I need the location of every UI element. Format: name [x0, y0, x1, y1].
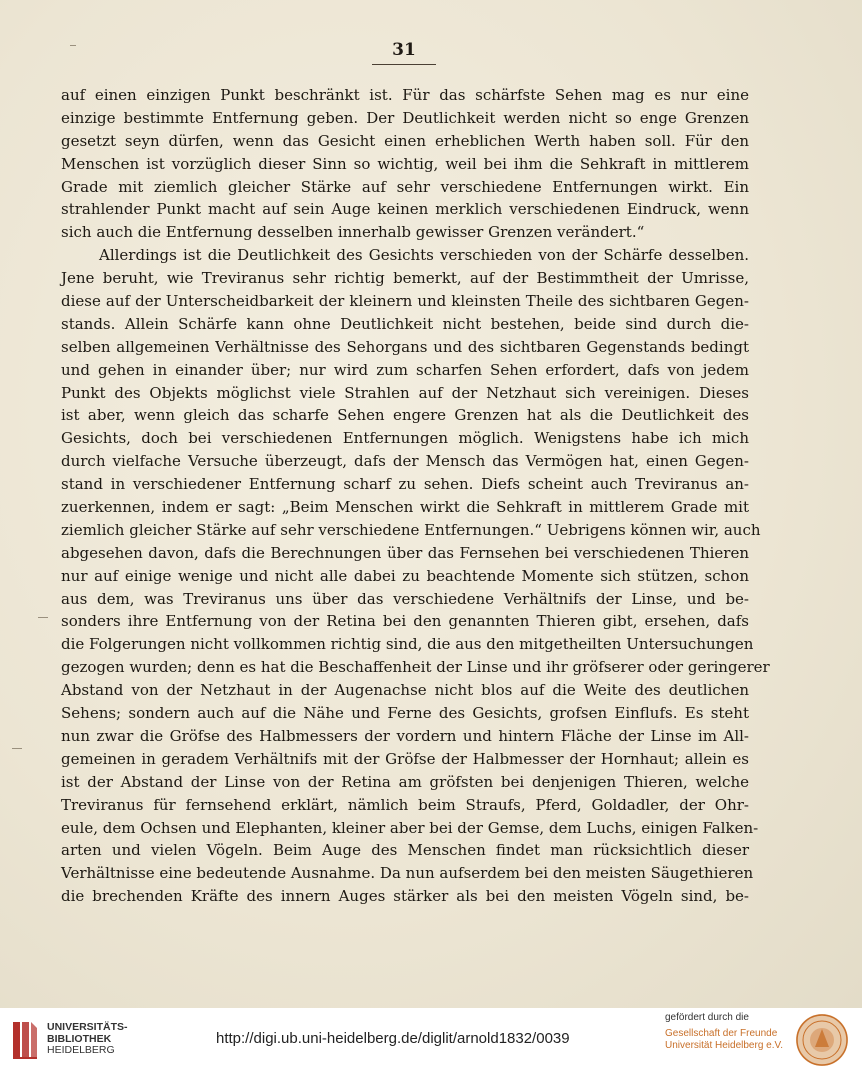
text-line: die Folgerungen nicht vollkommen richtig sind, die aus den mitgetheilten Untersuchungen [61, 635, 754, 654]
text-line: sich auch die Entfernung desselben innerhalb gewisser Grenzen verändert.“ [61, 223, 645, 242]
text-line: abgesehen davon, dafs die Berechnungen über das Fernsehen bei verschiedenen Thieren [61, 543, 749, 562]
text-line: aus dem, was Treviranus uns über das verschiedene Verhältnifs der Linse, und be- [61, 589, 749, 608]
text-line: nur auf einige wenige und nicht alle dabei zu beachtende Momente sich stützen, schon [61, 566, 749, 585]
margin-mark [70, 45, 76, 46]
footer-bar [0, 1008, 862, 1071]
text-line: einzige bestimmte Entfernung geben. Der Deutlichkeit werden nicht so enge Grenzen [61, 108, 749, 127]
text-line: Allerdings ist die Deutlichkeit des Gesichts verschieden von der Schärfe desselben. [99, 246, 749, 265]
text-line: Sehens; sondern auch auf die Nähe und Ferne des Gesichts, grofsen Einflufs. Es steht [61, 704, 749, 723]
text-line: und gehen in einander über; nur wird zum scharfen Sehen erfordert, dafs von jedem [61, 360, 749, 379]
text-line: ziemlich gleicher Stärke auf sehr verschiedene Entfernungen.“ Uebrigens können wir, auch [61, 520, 761, 539]
text-line: Abstand von der Netzhaut in der Augenachse nicht blos auf die Weite des deutlichen [61, 681, 749, 700]
text-line: gemeinen in geradem Verhältnifs mit der Gröfse der Halbmesser der Hornhaut; allein es [61, 749, 749, 768]
text-line: durch vielfache Versuche überzeugt, dafs der Mensch das Vermögen hat, einen Gegen- [61, 452, 749, 471]
text-line: strahlender Punkt macht auf sein Auge keinen merklich verschiedenen Eindruck, wenn [61, 200, 749, 219]
text-line: zuerkennen, indem er sagt: „Beim Menschen wirkt die Sehkraft in mittlerem Grade mit [61, 498, 749, 517]
library-name-line3: HEIDELBERG [47, 1044, 115, 1056]
text-line: gezogen wurden; denn es hat die Beschaffenheit der Linse und ihr gröfserer oder geringerer [61, 658, 770, 677]
text-line: gesetzt seyn dürfen, wenn das Gesicht einen erheblichen Werth haben soll. Für den [61, 131, 749, 150]
text-line: sonders ihre Entfernung von der Retina bei den genannten Thieren gibt, ersehen, dafs [61, 612, 749, 631]
permalink-url[interactable]: http://digi.ub.uni-heidelberg.de/diglit/arnold1832/0039 [216, 1030, 570, 1047]
text-line: Jene beruht, wie Treviranus sehr richtig bemerkt, auf der Bestimmtheit der Umrisse, [61, 269, 749, 288]
sponsor-text [665, 1012, 783, 1052]
sponsor-label: gefördert durch die [665, 1012, 749, 1023]
page-number: 31 [392, 40, 416, 60]
text-line: Verhältnisse eine bedeutende Ausnahme. Da nun aufserdem bei den meisten Säugethieren [61, 864, 754, 883]
library-name [47, 1022, 128, 1057]
text-line: ist aber, wenn gleich das scharfe Sehen engere Grenzen hat als die Deutlichkeit des [61, 406, 749, 425]
text-line: stand in verschiedener Entfernung scharf zu sehen. Diefs scheint auch Treviranus an- [61, 475, 749, 494]
text-line: Punkt des Objekts möglichst viele Strahlen auf der Netzhaut sich vereinigen. Dieses [61, 383, 749, 402]
sponsor-org-line1: Gesellschaft der Freunde [665, 1028, 778, 1039]
text-line: diese auf der Unterscheidbarkeit der kleinern und kleinsten Theile des sichtbaren Gegen- [61, 292, 749, 311]
text-line: selben allgemeinen Verhältnisse des Sehorgans und des sichtbaren Gegenstands bedingt [61, 337, 749, 356]
library-name-line2: BIBLIOTHEK [47, 1032, 112, 1045]
margin-mark [12, 748, 22, 749]
library-logo-icon [10, 1018, 40, 1062]
text-line: nun zwar die Gröfse des Halbmessers der vordern und hintern Fläche der Linse im All- [61, 726, 749, 745]
text-line: auf einen einzigen Punkt beschränkt ist. Für das schärfste Sehen mag es nur eine [61, 86, 749, 104]
text-line: stands. Allein Schärfe kann ohne Deutlichkeit nicht bestehen, beide sind durch die- [61, 314, 749, 333]
text-line: arten und vielen Vögeln. Beim Auge des Menschen findet man rücksichtlich dieser [61, 841, 749, 860]
text-line: Grade mit ziemlich gleicher Stärke auf sehr verschiedene Entfernungen wirkt. Ein [61, 177, 749, 196]
margin-mark [38, 617, 48, 618]
library-name-line1: UNIVERSITÄTS- [47, 1021, 128, 1033]
page-number-rule [372, 64, 436, 65]
university-seal-icon [795, 1013, 849, 1067]
text-line: eule, dem Ochsen und Elephanten, kleiner aber bei der Gemse, dem Luchs, einigen Falken- [61, 818, 759, 837]
text-line: Gesichts, doch bei verschiedenen Entfernungen möglich. Wenigstens habe ich mich [61, 429, 749, 448]
text-line: die brechenden Kräfte des innern Auges stärker als bei den meisten Vögeln sind, be- [61, 887, 749, 906]
body-text [61, 84, 770, 908]
text-line: ist der Abstand der Linse von der Retina am gröfsten bei denjenigen Thieren, welche [61, 772, 749, 791]
text-line: Treviranus für fernsehend erklärt, nämlich beim Straufs, Pferd, Goldadler, der Ohr- [61, 795, 749, 814]
text-line: Menschen ist vorzüglich dieser Sinn so wichtig, weil bei ihm die Sehkraft in mittlerem [61, 154, 749, 173]
sponsor-org-line2: Universität Heidelberg e.V. [665, 1040, 784, 1051]
